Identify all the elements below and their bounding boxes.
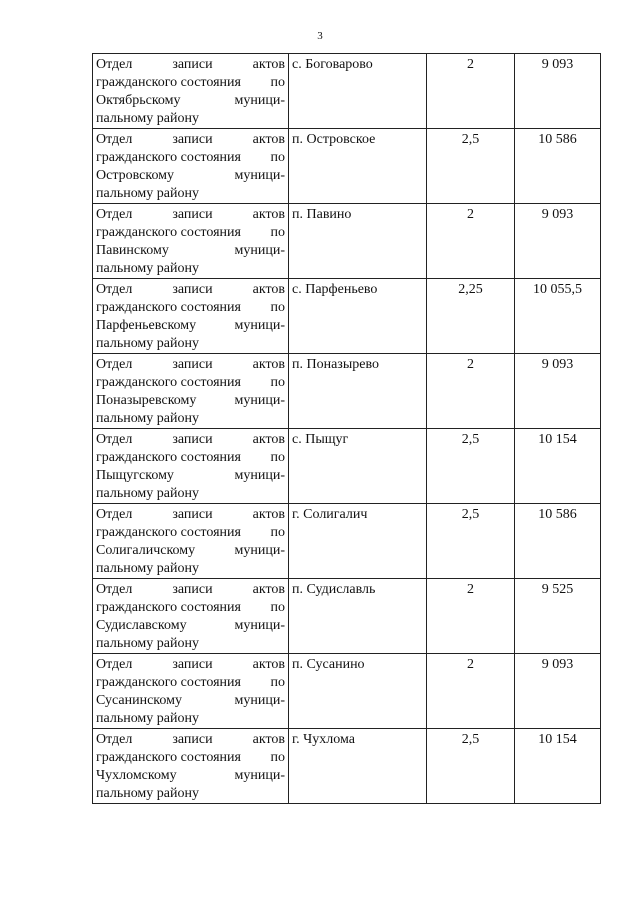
sum-cell: 10 055,5 xyxy=(515,279,601,354)
table-row xyxy=(93,429,601,504)
department-cell: Отдел записи актов гражданского состояния по Октябрьскому муници- пальному району xyxy=(93,54,289,129)
place-cell: п. Островское xyxy=(289,129,427,204)
rate-cell: 2 xyxy=(427,579,515,654)
place-cell: с. Пыщуг xyxy=(289,429,427,504)
sum-cell: 10 586 xyxy=(515,129,601,204)
rate-cell: 2 xyxy=(427,654,515,729)
rate-cell: 2 xyxy=(427,354,515,429)
table-row xyxy=(93,654,601,729)
page-number: 3 xyxy=(317,30,323,42)
table-row xyxy=(93,204,601,279)
sum-cell: 10 586 xyxy=(515,504,601,579)
sum-cell: 10 154 xyxy=(515,429,601,504)
place-cell: п. Поназырево xyxy=(289,354,427,429)
place-cell: с. Парфеньево xyxy=(289,279,427,354)
sum-cell: 9 525 xyxy=(515,579,601,654)
rate-cell: 2 xyxy=(427,204,515,279)
rate-cell: 2,5 xyxy=(427,129,515,204)
department-cell: Отдел записи актов гражданского состояния по Пыщугскому муници- пальному району xyxy=(93,429,289,504)
table-row xyxy=(93,579,601,654)
department-cell: Отдел записи актов гражданского состояния по Солигаличскому муници- пальному району xyxy=(93,504,289,579)
place-cell: п. Сусанино xyxy=(289,654,427,729)
table-row xyxy=(93,54,601,129)
table-row xyxy=(93,504,601,579)
place-cell: п. Павино xyxy=(289,204,427,279)
sum-cell: 10 154 xyxy=(515,729,601,804)
rate-cell: 2 xyxy=(427,54,515,129)
table-body xyxy=(93,54,601,804)
department-cell: Отдел записи актов гражданского состояния по Островскому муници- пальному району xyxy=(93,129,289,204)
department-cell: Отдел записи актов гражданского состояния по Судиславскому муници- пальному району xyxy=(93,579,289,654)
rate-cell: 2,5 xyxy=(427,504,515,579)
department-cell: Отдел записи актов гражданского состояния по Парфеньевскому муници- пальному району xyxy=(93,279,289,354)
department-cell: Отдел записи актов гражданского состояния по Сусанинскому муници- пальному району xyxy=(93,654,289,729)
table-row xyxy=(93,279,601,354)
place-cell: г. Чухлома xyxy=(289,729,427,804)
department-cell: Отдел записи актов гражданского состояния по Чухломскому муници- пальному району xyxy=(93,729,289,804)
sum-cell: 9 093 xyxy=(515,54,601,129)
table-row xyxy=(93,729,601,804)
table-row xyxy=(93,354,601,429)
sum-cell: 9 093 xyxy=(515,654,601,729)
table-row xyxy=(93,129,601,204)
rate-cell: 2,5 xyxy=(427,429,515,504)
department-cell: Отдел записи актов гражданского состояния по Поназыревскому муници- пальному району xyxy=(93,354,289,429)
department-cell: Отдел записи актов гражданского состояния по Павинскому муници- пальному району xyxy=(93,204,289,279)
place-cell: п. Судиславль xyxy=(289,579,427,654)
sum-cell: 9 093 xyxy=(515,354,601,429)
rate-cell: 2,25 xyxy=(427,279,515,354)
registry-offices-table xyxy=(92,53,601,804)
place-cell: с. Боговарово xyxy=(289,54,427,129)
place-cell: г. Солигалич xyxy=(289,504,427,579)
rate-cell: 2,5 xyxy=(427,729,515,804)
sum-cell: 9 093 xyxy=(515,204,601,279)
